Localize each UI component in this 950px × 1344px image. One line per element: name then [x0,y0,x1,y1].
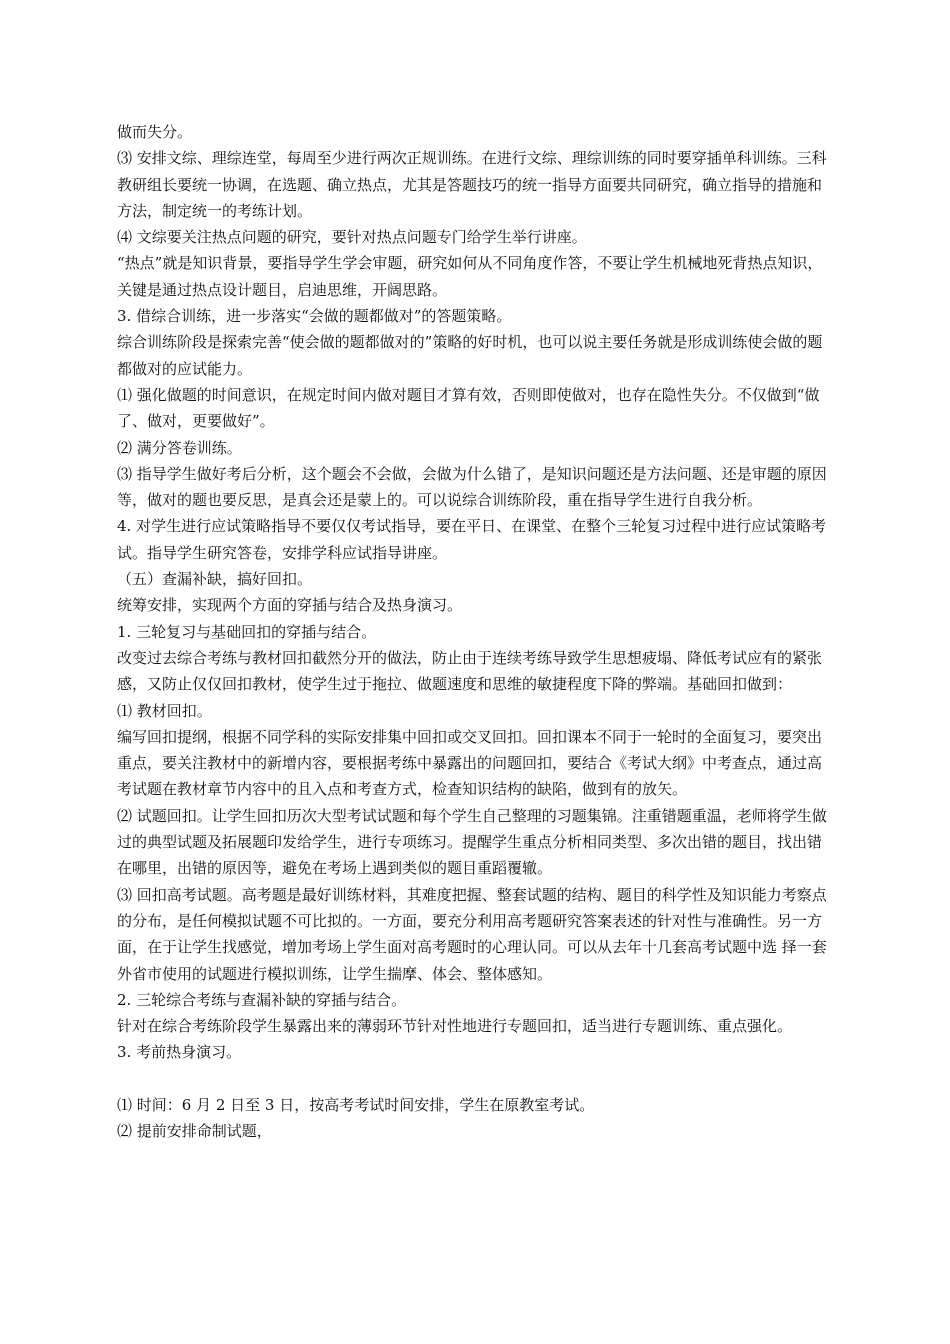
paragraph: ⑵ 试题回扣。让学生回扣历次大型考试试题和每个学生自己整理的习题集锦。注重错题重温，老师将学生做过的典型试题及拓展题印发给学生，进行专项练习。提醒学生重点分析相同类型、多次出错的题目，找出错在哪里，出错的原因等，避免在考场上遇到类似的题目重蹈覆辙。 [117,806,827,878]
document-body [117,119,833,1145]
section-heading: 2. 三轮综合考练与查漏补缺的穿插与结合。 [117,990,407,1009]
paragraph: 统筹安排，实现两个方面的穿插与结合及热身演习。 [117,596,463,615]
paragraph: ⑶ 安排文综、理综连堂，每周至少进行两次正规训练。在进行文综、理综训练的同时要穿插单科训练。三科教研组长要统一协调，在选题、确立热点，尤其是答题技巧的统一指导方面要共同研究，确立指导的措施和方法，制定统一的考练计划。 [117,149,827,220]
paragraph: ⑷ 文综要关注热点问题的研究，要针对热点问题专门给学生举行讲座。 [117,228,587,247]
paragraph: 做而失分。 [117,123,193,141]
section-heading: 3. 借综合训练，进一步落实“会做的题都做对”的答题策略。 [117,307,512,326]
section-heading: 3. 考前热身演习。 [117,1043,242,1062]
paragraph: 针对在综合考练阶段学生暴露出来的薄弱环节针对性地进行专题回扣，适当进行专题训练、重点强化。 [117,1017,793,1036]
paragraph: 编写回扣提纲，根据不同学科的实际安排集中回扣或交叉回扣。回扣课本不同于一轮时的全面复习，要突出重点，要关注教材中的新增内容，要根据考练中暴露出的问题回扣，要结合《考试大纲》中考查点，通过高考试题在教材章节内容中的且入点和考查方式，检查知识结构的缺陷，做到有的放矢。 [117,727,823,799]
paragraph: ⑴ 强化做题的时间意识，在规定时间内做对题目才算有效，否则即使做对，也存在隐性失分。不仅做到“做了、做对，更要做好”。 [117,385,820,431]
paragraph: ⑶ 指导学生做好考后分析，这个题会不会做，会做为什么错了，是知识问题还是方法问题、还是审题的原因等，做对的题也要反思，是真会还是蒙上的。可以说综合训练阶段，重在指导学生进行自我分析。 [117,464,827,510]
paragraph: ⑵ 提前安排命制试题， [117,1122,272,1141]
paragraph: 改变过去综合考练与教材回扣截然分开的做法，防止由于连续考练导致学生思想疲塌、降低考试应有的紧张感，又防止仅仅回扣教材，使学生过于拖拉、做题速度和思维的敏捷程度下降的弊端。基础回扣做到： [117,648,823,694]
blank-line [117,1066,833,1092]
section-heading: 1. 三轮复习与基础回扣的穿插与结合。 [117,622,377,641]
section-heading: 4. 对学生进行应试策略指导不要仅仅考试指导，要在平日、在课堂、在整个三轮复习过程中进行应试策略考试。指导学生研究答卷，安排学科应试指导讲座。 [117,517,827,562]
paragraph: “热点”就是知识背景，要指导学生学会审题，研究如何从不同角度作答，不要让学生机械地死背热点知识，关键是通过热点设计题目，启迪思维，开阔思路。 [117,254,823,299]
section-heading: （五）查漏补缺，搞好回扣。 [117,570,313,589]
paragraph: ⑶ 回扣高考试题。高考题是最好训练材料，其难度把握、整套试题的结构、题目的科学性及知识能力考察点的分布，是任何模拟试题不可比拟的。一方面，要充分利用高考题研究答案表述的针对性与准确性。另一方面，在于让学生找感觉，增加考场上学生面对高考题时的心理认同。可以从去年十几套高考试题中选 择一套外省市使用的试题进行模拟训练，让学生揣摩、体会、整体感知。 [117,885,827,983]
paragraph: ⑴ 时间：6 月 2 日至 3 日，按高考考试时间安排，学生在原教室考试。 [117,1095,595,1114]
paragraph: ⑴ 教材回扣。 [117,701,212,720]
paragraph: 综合训练阶段是探索完善“使会做的题都做对的”策略的好时机，也可以说主要任务就是形成训练使会做的题都做对的应试能力。 [117,333,823,378]
paragraph: ⑵ 满分答卷训练。 [117,438,242,457]
